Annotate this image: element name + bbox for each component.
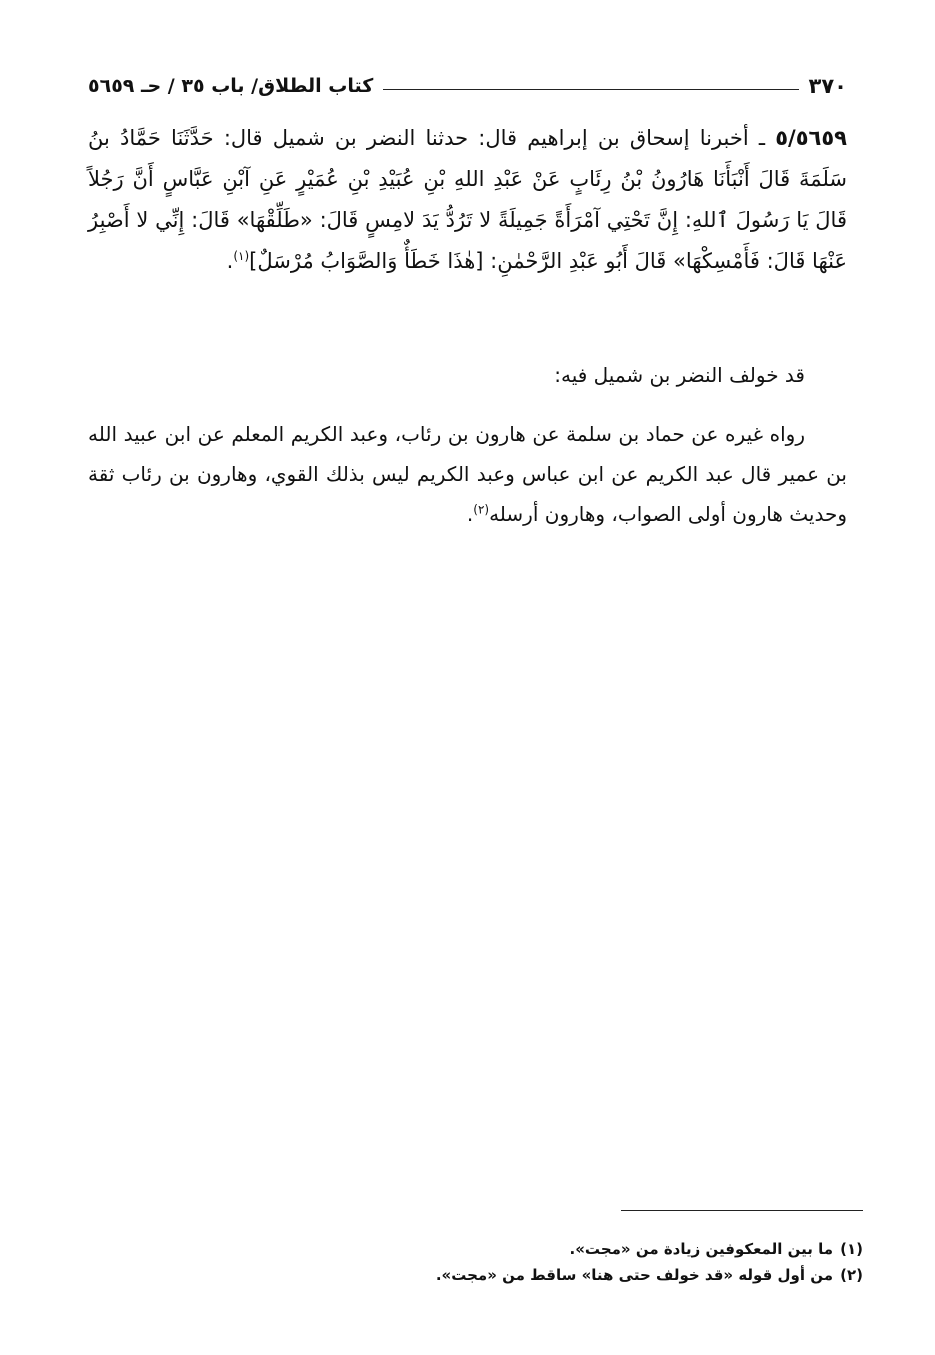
- footnote-rule: [621, 1210, 863, 1211]
- hadith-number: ٥/٥٦٥٩: [775, 126, 847, 150]
- commentary-intro-text: قد خولف النضر بن شميل فيه:: [554, 363, 805, 387]
- footnote-2: [88, 1262, 863, 1288]
- hadith-text: ـ أخبرنا إسحاق بن إبراهيم قال: حدثنا النضر بن شميل قال: حَدَّثَنَا حَمَّادُ بنُ سَلَمَةَ قَالَ أَنْبَأَنَا هَارُونُ بْنُ رِئَابٍ عَنْ عَبْدِ اللهِ بْنِ عُبَيْدِ بْنِ عُمَيْرٍ عَنِ آبْنِ عَبَّاسٍ أَنَّ رَجُلاً قَالَ يَا رَسُولَ ٱللهِ: إِنَّ تَحْتِي آمْرَأَةً جَمِيلَةً لا تَرُدُّ يَدَ لامِسٍ قَالَ: «طَلِّقْهَا» قَالَ: إِنِّي لا أَصْبِرُ عَنْهَا قَالَ: فَأَمْسِكْهَا» قَالَ أَبُو عَبْدِ الرَّحْمٰنِ: [هٰذَا خَطَأٌ وَالصَّوَابُ مُرْسَلٌ]: [88, 126, 847, 273]
- running-header: [88, 68, 847, 104]
- footnote-number: (٢): [840, 1266, 863, 1284]
- hadith-paragraph: [88, 118, 847, 282]
- header-rule: [383, 89, 798, 90]
- footnote-text: من أول قوله «قد خولف حتى هنا» ساقط من «مجت».: [435, 1266, 833, 1284]
- hadith-end: .: [226, 249, 234, 273]
- commentary-intro: [88, 355, 847, 395]
- commentary-body: [88, 414, 847, 534]
- footnote-text: ما بين المعكوفين زيادة من «مجت».: [569, 1240, 833, 1258]
- footnotes: [88, 1236, 863, 1288]
- footnote-1: [88, 1236, 863, 1262]
- footnote-ref-2: (٢): [473, 502, 490, 517]
- commentary-end: .: [466, 502, 474, 526]
- page-number: ٣٧٠: [808, 74, 847, 98]
- footnote-number: (١): [840, 1240, 863, 1258]
- footnote-ref-1: (١): [233, 249, 250, 263]
- commentary-body-text: رواه غيره عن حماد بن سلمة عن هارون بن رئاب، وعبد الكريم المعلم عن ابن عبيد الله بن عمير قال عبد الكريم عن ابن عباس وعبد الكريم ليس بذلك القوي، وهارون بن رئاب ثقة وحديث هارون أولى الصواب، وهارون أرسله: [88, 422, 847, 526]
- header-title: كتاب الطلاق/ باب ٣٥ / حـ ٥٦٥٩: [88, 75, 374, 97]
